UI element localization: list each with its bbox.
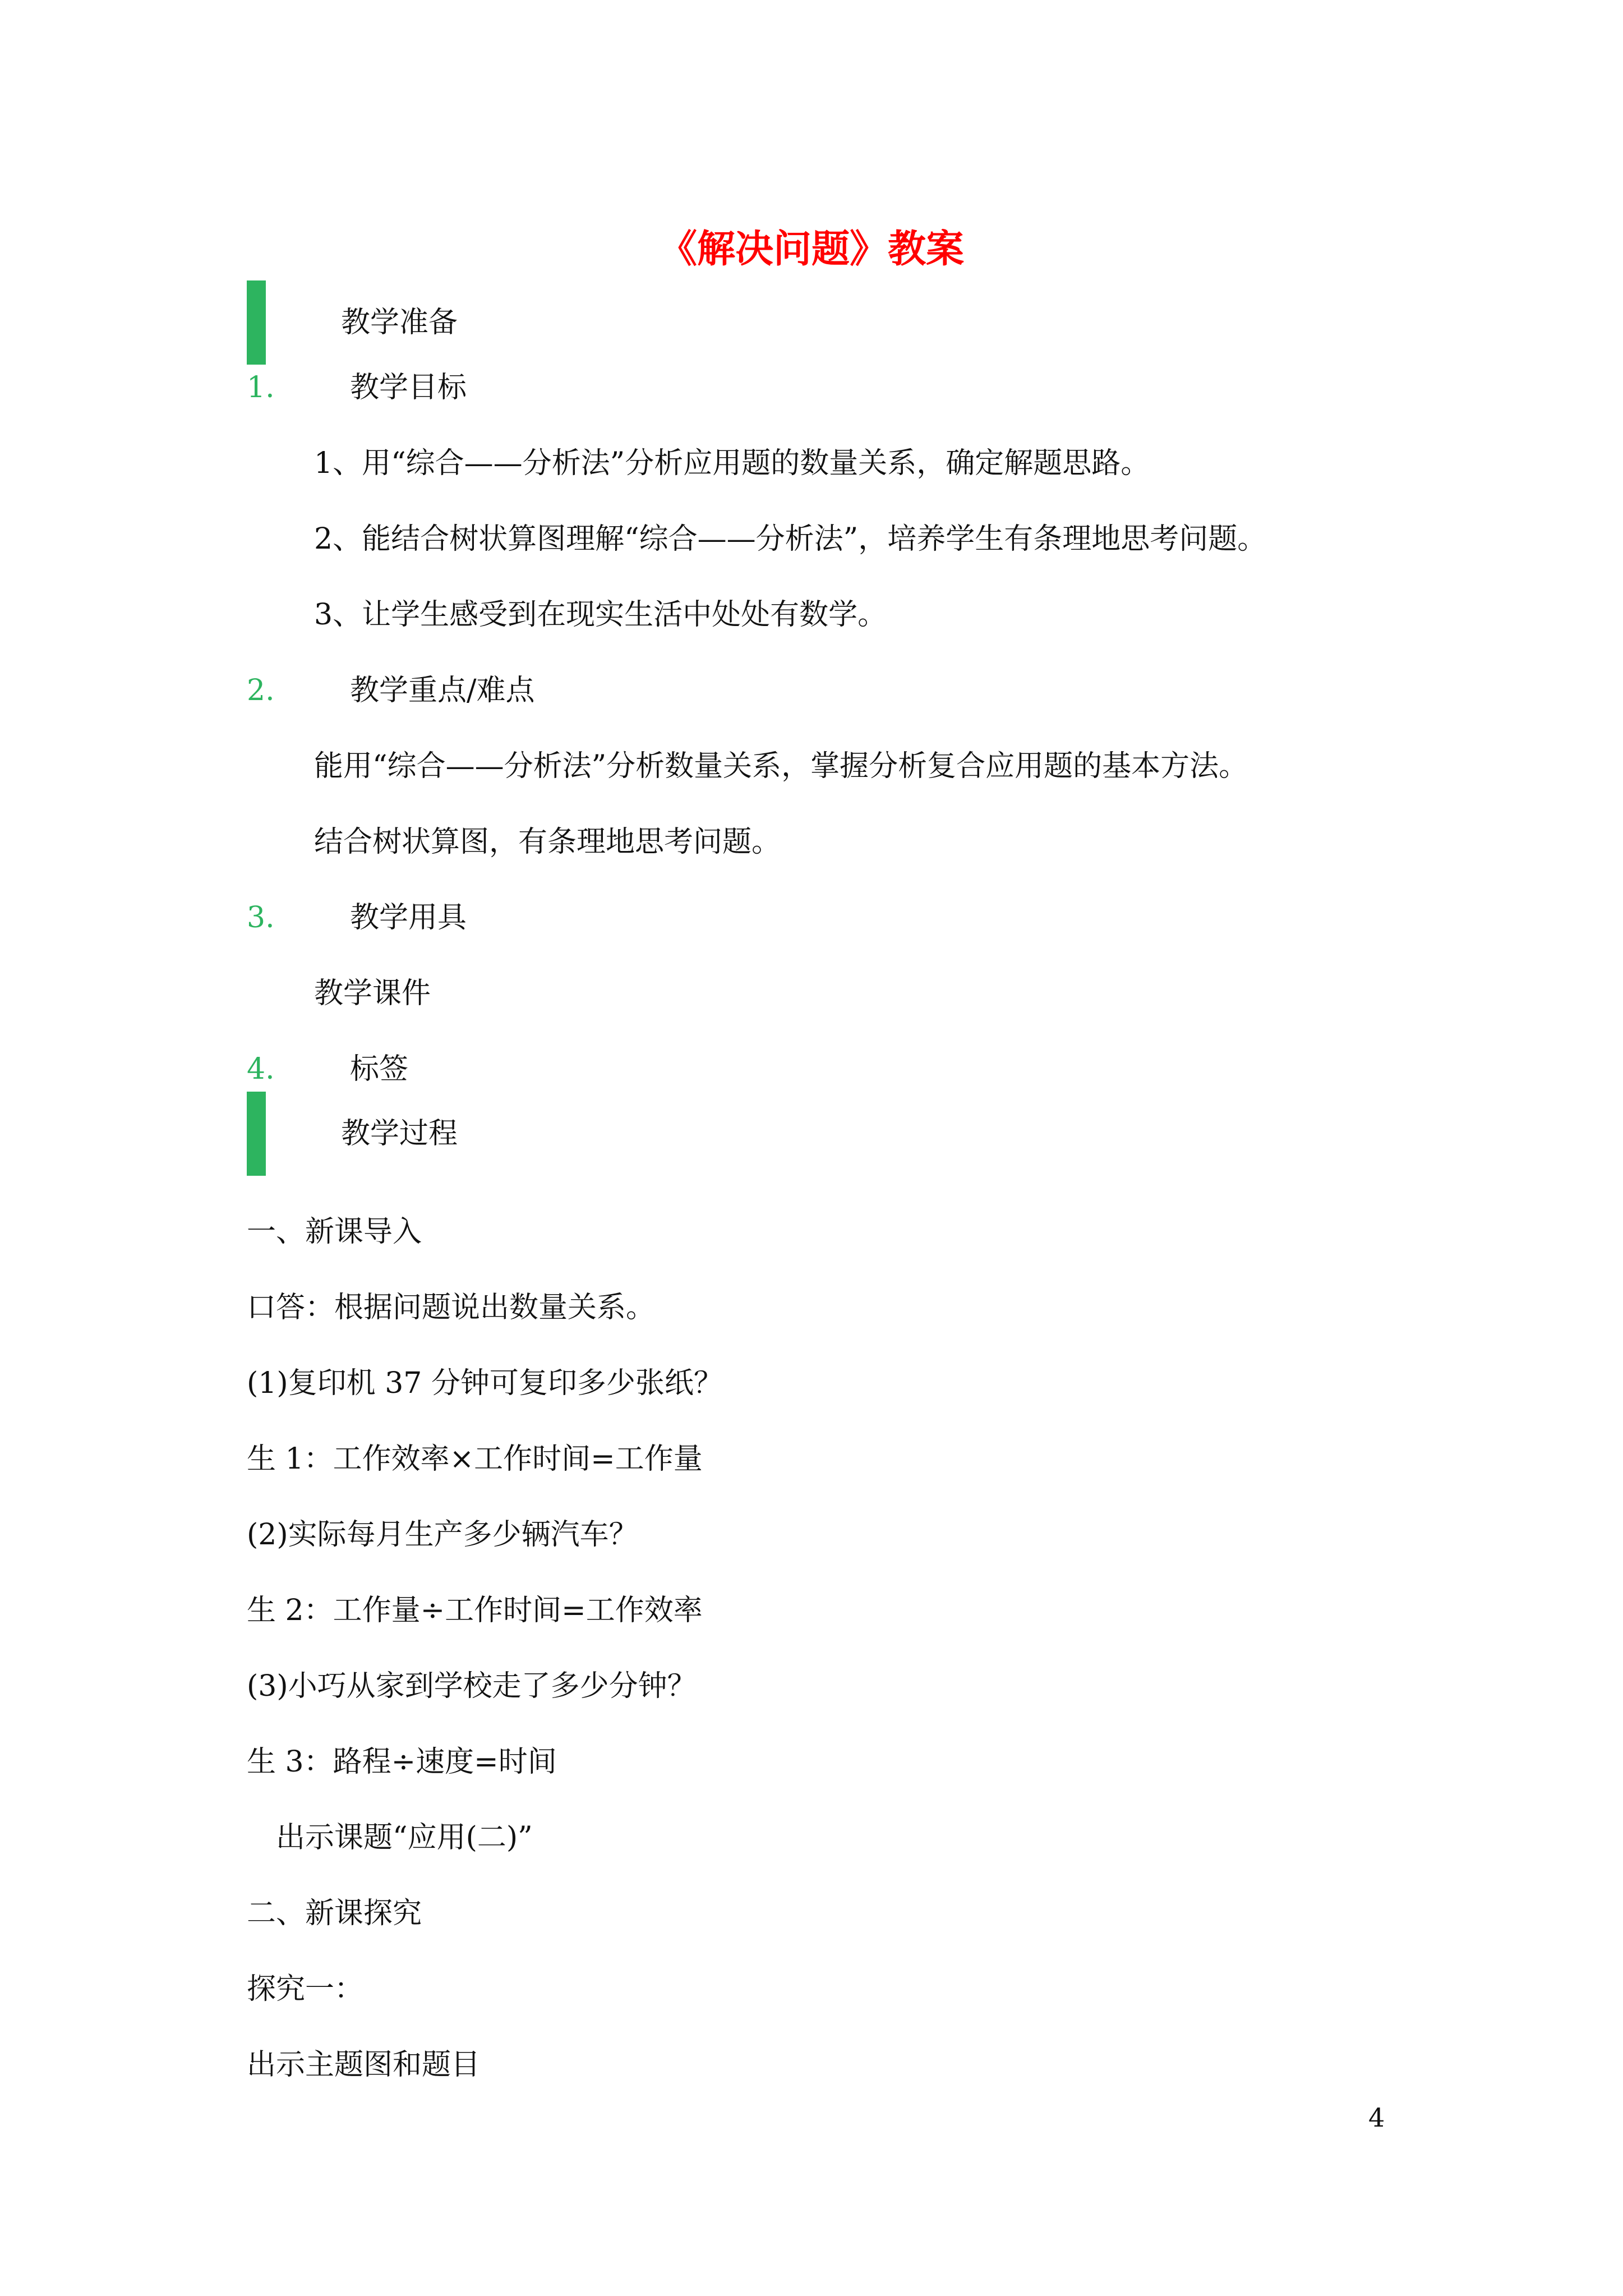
list-item-goals [247, 370, 467, 405]
section-heading-label: 教学准备 [341, 306, 458, 339]
process-paragraph: 生 2：工作量÷工作时间=工作效率 [247, 1594, 703, 1627]
list-item-label: 教学目标 [350, 371, 467, 404]
list-item-key-points [247, 673, 535, 708]
process-paragraph: 出示课题“应用(二)” [276, 1821, 533, 1855]
process-paragraph: 探究一： [247, 1972, 364, 2006]
process-paragraph: 生 3：路程÷速度=时间 [247, 1745, 557, 1779]
process-heading: 一、新课导入 [247, 1215, 422, 1249]
goal-paragraph: 1、用“综合——分析法”分析应用题的数量关系，确定解题思路。 [314, 447, 1150, 480]
list-item-tools [247, 900, 467, 935]
goal-paragraph: 3、让学生感受到在现实生活中处处有数学。 [314, 598, 887, 632]
section-heading-label: 教学过程 [341, 1117, 458, 1151]
document-title: 《解决问题》教案 [658, 227, 964, 272]
list-item-label: 教学重点/难点 [350, 674, 535, 707]
process-heading: 二、新课探究 [247, 1897, 422, 1930]
section-marker-bar [247, 1092, 266, 1176]
section-marker-bar [247, 280, 266, 365]
list-number: 2. [247, 674, 275, 707]
process-paragraph: 出示主题图和题目 [247, 2048, 481, 2082]
list-item-tags [247, 1052, 408, 1087]
list-item-label: 教学用具 [350, 901, 467, 935]
key-point-paragraph: 能用“综合——分析法”分析数量关系，掌握分析复合应用题的基本方法。 [314, 749, 1248, 783]
list-number: 3. [247, 901, 275, 935]
process-paragraph: 生 1：工作效率×工作时间=工作量 [247, 1442, 703, 1476]
list-number: 1. [247, 371, 275, 404]
list-item-label: 标签 [350, 1052, 409, 1086]
page-number: 4 [1368, 2102, 1385, 2133]
tools-paragraph: 教学课件 [314, 977, 431, 1010]
key-point-paragraph: 结合树状算图，有条理地思考问题。 [314, 825, 781, 859]
goal-paragraph: 2、能结合树状算图理解“综合——分析法”，培养学生有条理地思考问题。 [314, 522, 1267, 556]
process-paragraph: (3)小巧从家到学校走了多少分钟？ [247, 1669, 697, 1703]
process-paragraph: (1)复印机 37 分钟可复印多少张纸？ [247, 1366, 723, 1400]
process-paragraph: 口答：根据问题说出数量关系。 [247, 1291, 656, 1324]
process-paragraph: (2)实际每月生产多少辆汽车？ [247, 1518, 638, 1552]
list-number: 4. [247, 1052, 275, 1086]
